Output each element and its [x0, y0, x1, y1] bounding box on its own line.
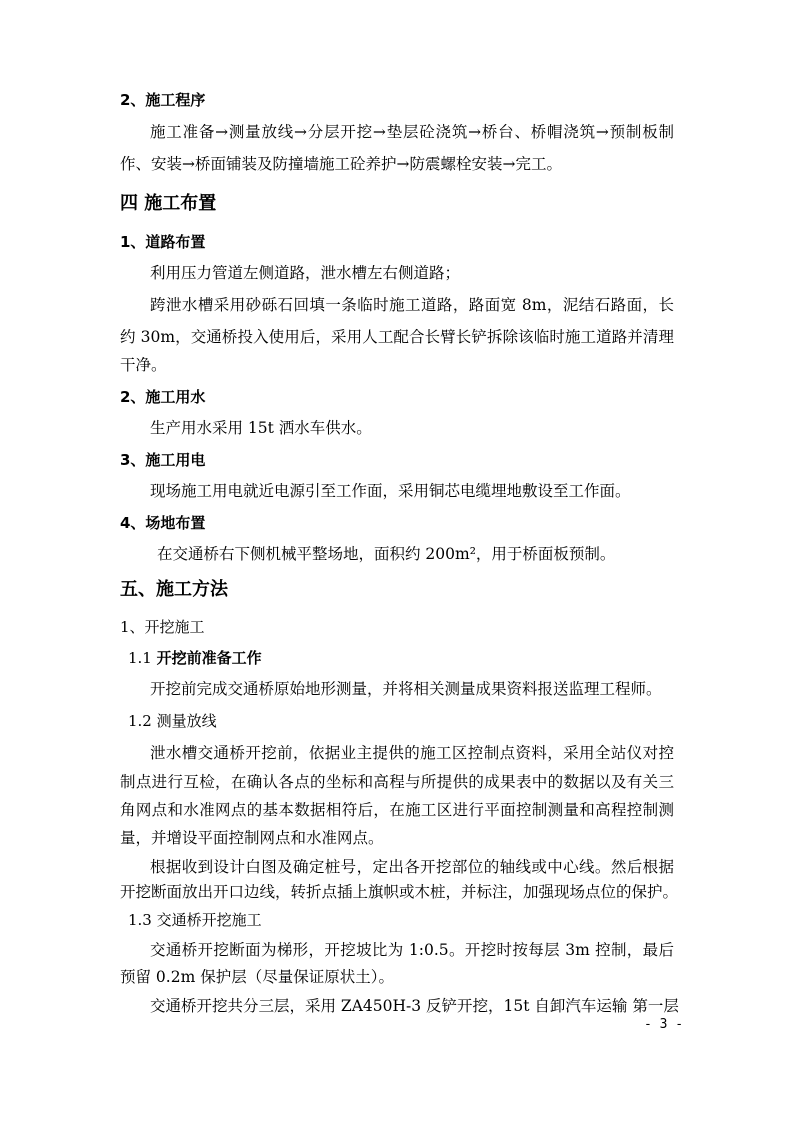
- paragraph-line: 约 30m，交通桥投入使用后，采用人工配合长臂长铲拆除该临时施工道路并清理: [120, 328, 674, 346]
- subsection-label: 开挖前准备工作: [156, 649, 262, 667]
- paragraph-line: 开挖断面放出开口边线，转折点插上旗帜或木桩，并标注，加强现场点位的保护。: [120, 883, 679, 901]
- section-heading-construction-water: 2、施工用水: [120, 388, 206, 406]
- section-heading-excavation: 1、开挖施工: [120, 618, 205, 636]
- chapter-heading-construction-layout: 四 施工布置: [120, 193, 217, 214]
- section-heading-site-layout: 4、场地布置: [120, 514, 206, 532]
- paragraph-line: 生产用水采用 15t 洒水车供水。: [150, 419, 372, 437]
- subsection-heading-survey: 1.2 测量放线: [128, 712, 217, 730]
- paragraph-line: 泄水槽交通桥开挖前，依据业主提供的施工区控制点资料，采用全站仪对控: [150, 744, 674, 762]
- paragraph-line: 在交通桥右下侧机械平整场地，面积约 200m²，用于桥面板预制。: [157, 545, 616, 563]
- section-heading-construction-power: 3、施工用电: [120, 451, 206, 469]
- chapter-heading-construction-method: 五、施工方法: [120, 579, 228, 600]
- paragraph-line: 干净。: [120, 356, 167, 374]
- page-number: - 3 -: [644, 1017, 684, 1032]
- paragraph-line: 作、安装→桥面铺装及防撞墙施工砼养护→防震螺栓安装→完工。: [120, 155, 562, 173]
- paragraph-line: 交通桥开挖共分三层，采用 ZA450H-3 反铲开挖，15t 自卸汽车运输 第一层: [150, 997, 679, 1015]
- paragraph-line: 根据收到设计白图及确定桩号，定出各开挖部位的轴线或中心线。然后根据: [150, 858, 674, 876]
- paragraph-line: 现场施工用电就近电源引至工作面，采用铜芯电缆埋地敷设至工作面。: [150, 482, 631, 500]
- subsection-heading-bridge-excavation: 1.3 交通桥开挖施工: [128, 911, 262, 929]
- paragraph-line: 交通桥开挖断面为梯形，开挖坡比为 1:0.5。开挖时按每层 3m 控制，最后: [150, 941, 674, 959]
- subsection-heading-excavation-prep: [128, 648, 262, 668]
- subsection-number: 1.1: [128, 649, 157, 667]
- paragraph-line: 制点进行互检，在确认各点的坐标和高程与所提供的成果表中的数据以及有关三: [120, 773, 674, 791]
- section-heading-road-layout: 1、道路布置: [120, 233, 206, 251]
- paragraph-line: 角网点和水准网点的基本数据相符后，在施工区进行平面控制测量和高程控制测: [120, 801, 674, 819]
- paragraph-line: 施工准备→测量放线→分层开挖→垫层砼浇筑→桥台、桥帽浇筑→预制板制: [150, 123, 674, 141]
- section-heading-construction-procedure: 2、施工程序: [120, 91, 206, 109]
- paragraph-line: 跨泄水槽采用砂砾石回填一条临时施工道路，路面宽 8m，泥结石路面，长: [150, 296, 674, 314]
- paragraph-line: 利用压力管道左侧道路，泄水槽左右侧道路；: [150, 264, 461, 282]
- paragraph-line: 预留 0.2m 保护层（尽量保证原状土）。: [120, 968, 394, 986]
- paragraph-line: 开挖前完成交通桥原始地形测量，并将相关测量成果资料报送监理工程师。: [150, 680, 662, 698]
- paragraph-line: 量，并增设平面控制网点和水准网点。: [120, 829, 384, 847]
